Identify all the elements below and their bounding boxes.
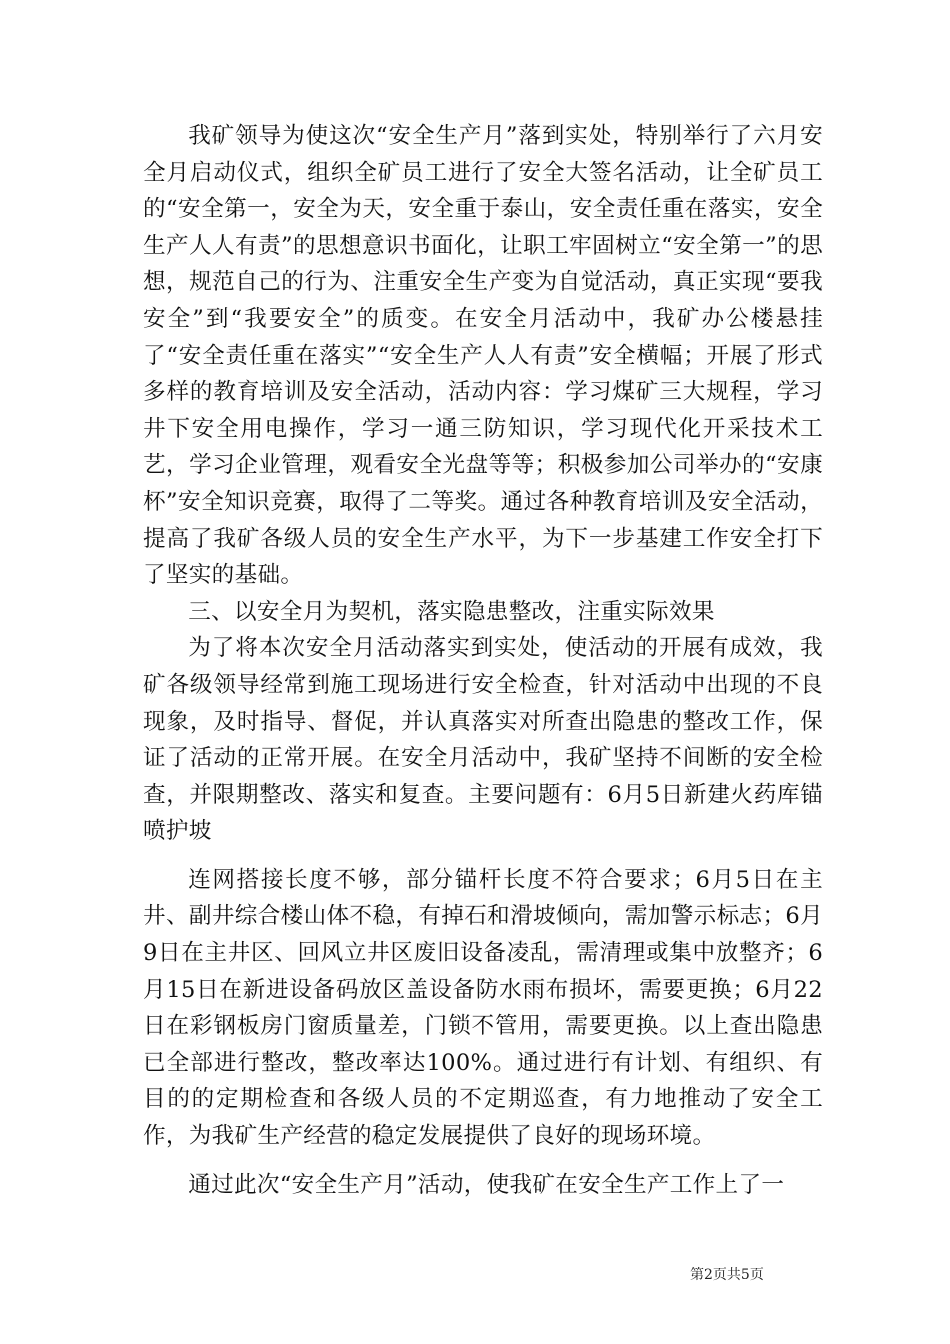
paragraph-conclusion: 通过此次“安全生产月”活动，使我矿在安全生产工作上了一 <box>188 1171 785 1198</box>
document-body <box>143 118 823 1203</box>
section-heading-three: 三、以安全月为契机，落实隐患整改，注重实际效果 <box>188 598 715 625</box>
paragraph-hazard-list: 连网搭接长度不够，部分锚杆长度不符合要求；6月5日在主井、副井综合楼山体不稳，有掉石和滑坡倾向，需加警示标志；6月9日在主井区、回风立井区废旧设备凌乱，需清理或集中放整齐；6月15日在新进设备码放区盖设备防水雨布损坏，需要更换；6月22日在彩钢板房门窗质量差，门锁不管用，需要更换。以上查出隐患已全部进行整改，整改率达100%。通过进行有计划、有组织、有目的的定期检查和各级人员的不定期巡查，有力地推动了安全工作，为我矿生产经营的稳定发展提供了良好的现场环境。 <box>143 866 823 1150</box>
paragraph-inspection: 为了将本次安全月活动落实到实处，使活动的开展有成效，我矿各级领导经常到施工现场进行安全检查，针对活动中出现的不良现象，及时指导、督促，并认真落实对所查出隐患的整改工作，保证了活动的正常开展。在安全月活动中，我矿坚持不间断的安全检查，并限期整改、落实和复查。主要问题有：6月5日新建火药库锚喷护坡 <box>143 635 823 845</box>
paragraph-leadership-activities: 我矿领导为使这次“安全生产月”落到实处，特别举行了六月安全月启动仪式，组织全矿员工进行了安全大签名活动，让全矿员工的“安全第一，安全为天，安全重于泰山，安全责任重在落实，安全生产人人有责”的思想意识书面化，让职工牢固树立“安全第一”的思想，规范自己的行为、注重安全生产变为自觉活动，真正实现“要我安全”到“我要安全”的质变。在安全月活动中，我矿办公楼悬挂了“安全责任重在落实”“安全生产人人有责”安全横幅；开展了形式多样的教育培训及安全活动，活动内容：学习煤矿三大规程，学习井下安全用电操作，学习一通三防知识，学习现代化开采技术工艺，学习企业管理，观看安全光盘等等；积极参加公司举办的“安康杯”安全知识竞赛，取得了二等奖。通过各种教育培训及安全活动，提高了我矿各级人员的安全生产水平，为下一步基建工作安全打下了坚实的基础。 <box>143 123 823 589</box>
page-number-footer: 第2页共5页 <box>690 1267 764 1283</box>
